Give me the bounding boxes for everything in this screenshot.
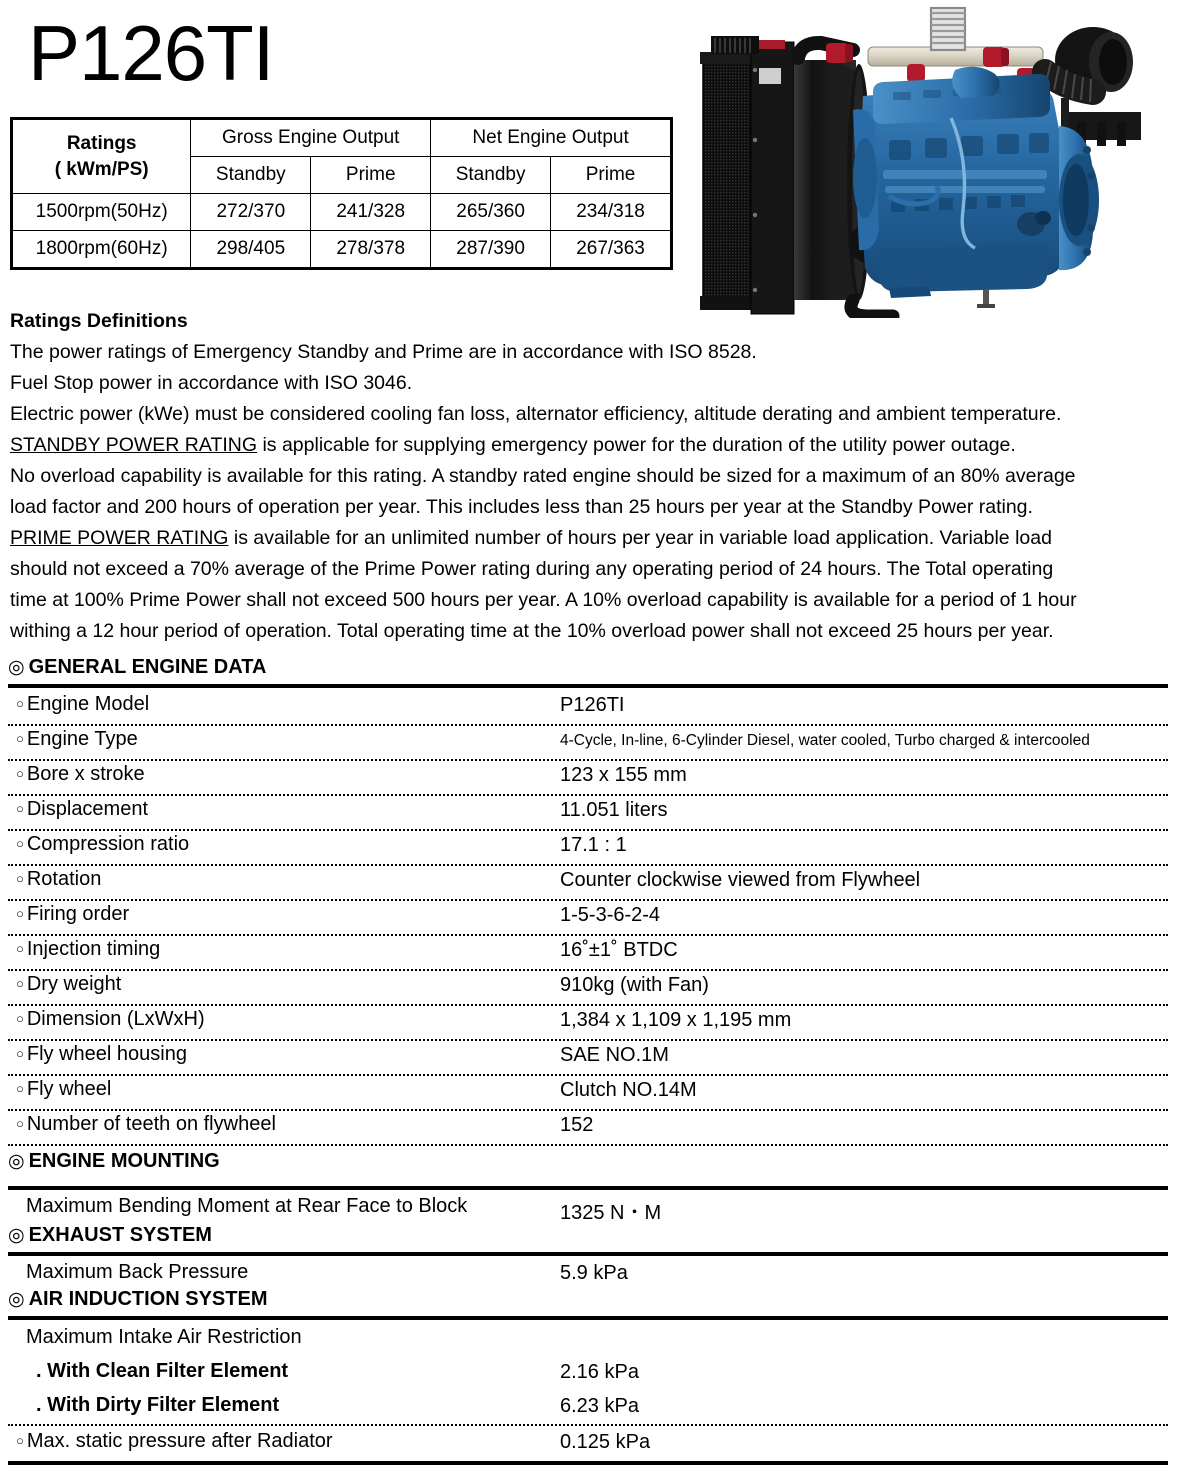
spec-value: P126TI	[560, 694, 625, 716]
spec-label	[16, 1043, 187, 1066]
spec-value: 5.9 kPa	[560, 1262, 628, 1284]
table-row	[12, 194, 672, 231]
prime-rating-line-1	[10, 523, 1140, 553]
section-rule-air-induction	[8, 1316, 1168, 1320]
spec-label	[16, 938, 160, 961]
spec-label-text: Injection timing	[26, 938, 161, 960]
spec-label	[16, 973, 121, 996]
ratings-header-line1: Ratings	[66, 132, 137, 154]
spec-row-dirty-filter	[8, 1390, 1173, 1425]
spec-row-flywheel	[8, 1074, 1173, 1109]
section-rule-general	[8, 684, 1168, 688]
spec-label	[16, 1113, 276, 1136]
circle-bullet-icon: ○	[16, 836, 24, 851]
ratings-def-line-3: Electric power (kWe) must be considered cooling fan loss, alternator efficiency, altitude derating and ambient temperature.	[10, 403, 1062, 425]
spec-label-text: Engine Type	[26, 728, 138, 750]
ratings-header-cell	[12, 119, 191, 194]
subheader-gross-prime: Prime	[311, 157, 431, 194]
spec-label: Maximum Bending Moment at Rear Face to Block	[26, 1195, 468, 1217]
spec-value: 1-5-3-6-2-4	[560, 904, 661, 926]
rating-cell-0-3: 234/318	[551, 194, 672, 231]
rating-cell-1-0: 298/405	[191, 231, 311, 269]
rating-cell-1-3: 267/363	[551, 231, 672, 269]
spec-label-text: Firing order	[26, 903, 130, 925]
spec-row-dry-weight	[8, 969, 1173, 1004]
rating-row-label-1: 1800rpm(60Hz)	[12, 231, 191, 269]
ratings-table	[10, 117, 673, 270]
circle-bullet-icon: ○	[16, 1116, 24, 1131]
subheader-net-prime: Prime	[551, 157, 672, 194]
spec-value: 910kg (with Fan)	[560, 974, 709, 996]
spec-label	[16, 1430, 333, 1453]
prime-rating-line-2: should not exceed a 70% average of the Prime Power rating during any operating period of 24 hours. The Total operating	[10, 558, 1054, 580]
circle-bullet-icon: ○	[16, 976, 24, 991]
circle-bullet-icon: ○	[16, 731, 24, 746]
section-header-general-engine-data	[8, 656, 266, 679]
spec-label	[16, 833, 189, 856]
spec-value: 6.23 kPa	[560, 1395, 639, 1417]
circle-bullet-icon: ○	[16, 1433, 24, 1448]
bottom-rule	[8, 1461, 1168, 1465]
spec-value: 11.051 liters	[560, 799, 668, 821]
spec-value: 2.16 kPa	[560, 1361, 639, 1383]
rating-row-label-0: 1500rpm(50Hz)	[12, 194, 191, 231]
spec-label	[16, 763, 145, 786]
spec-label	[16, 693, 149, 716]
spec-value: Clutch NO.14M	[560, 1079, 697, 1101]
spec-row-injection-timing	[8, 934, 1173, 969]
spec-label: Maximum Back Pressure	[26, 1261, 249, 1283]
circle-bullet-icon: ○	[16, 1081, 24, 1096]
table-header-row	[12, 119, 672, 157]
spec-value: Counter clockwise viewed from Flywheel	[560, 869, 921, 891]
spec-value: 0.125 kPa	[560, 1431, 651, 1453]
double-circle-icon: ◎	[8, 1225, 25, 1246]
circle-bullet-icon: ○	[16, 696, 24, 711]
rating-cell-0-2: 265/360	[431, 194, 551, 231]
prime-rating-line-3: time at 100% Prime Power shall not exceed 500 hours per year. A 10% overload capability is available for a period of 1 hour	[10, 589, 1077, 611]
double-circle-icon: ◎	[8, 657, 25, 678]
spec-label-text: Fly wheel	[26, 1078, 112, 1100]
spec-label: . With Dirty Filter Element	[36, 1394, 280, 1416]
spec-row-bending-moment	[8, 1191, 1173, 1226]
spec-row-dimension	[8, 1004, 1173, 1039]
spec-label-text: Max. static pressure after Radiator	[26, 1430, 333, 1452]
spec-divider	[8, 1144, 1168, 1146]
spec-label	[16, 903, 129, 926]
circle-bullet-icon: ○	[16, 871, 24, 886]
page-title: P126TI	[28, 9, 274, 97]
spec-label: . With Clean Filter Element	[36, 1360, 289, 1382]
prime-rating-line-4: withing a 12 hour period of operation. Total operating time at the 10% overload power shall not exceed 25 hours per year.	[10, 620, 1054, 642]
spec-label-text: Engine Model	[26, 693, 150, 715]
spec-value: 123 x 155 mm	[560, 764, 687, 786]
section-title-air-induction: AIR INDUCTION SYSTEM	[28, 1288, 268, 1310]
section-title-exhaust: EXHAUST SYSTEM	[28, 1224, 212, 1246]
prime-rating-term: PRIME POWER RATING	[10, 527, 229, 549]
spec-label-text: Dry weight	[26, 973, 122, 995]
section-header-engine-mounting	[8, 1150, 220, 1173]
prime-rating-text: is available for an unlimited number of hours per year in variable load application. Variable load	[228, 527, 1052, 549]
spec-row-intake-restriction	[8, 1322, 1173, 1357]
circle-bullet-icon: ○	[16, 906, 24, 921]
spec-label-text: Fly wheel housing	[26, 1043, 187, 1065]
spec-label-text: Dimension (LxWxH)	[26, 1008, 205, 1030]
spec-row-back-pressure	[8, 1257, 1173, 1292]
rating-cell-1-2: 287/390	[431, 231, 551, 269]
ratings-header-line2: ( kWm/PS)	[54, 158, 149, 180]
circle-bullet-icon: ○	[16, 766, 24, 781]
engine-illustration	[693, 0, 1180, 318]
circle-bullet-icon: ○	[16, 801, 24, 816]
subheader-net-standby: Standby	[431, 157, 551, 194]
table-row	[12, 231, 672, 269]
spec-label	[16, 868, 101, 891]
ratings-definitions-block	[10, 310, 1140, 647]
spec-value: 1325 N・M	[560, 1202, 662, 1224]
spec-value: 16˚±1˚ BTDC	[560, 939, 678, 961]
spec-label-text: Compression ratio	[26, 833, 190, 855]
group-header-gross: Gross Engine Output	[191, 119, 431, 157]
rating-cell-0-1: 241/328	[311, 194, 431, 231]
double-circle-icon: ◎	[8, 1289, 25, 1310]
spec-label	[16, 1008, 205, 1031]
spec-row-firing-order	[8, 899, 1173, 934]
spec-label: Maximum Intake Air Restriction	[26, 1326, 302, 1348]
spec-label-text: Displacement	[26, 798, 149, 820]
spec-value: 17.1 : 1	[560, 834, 627, 856]
circle-bullet-icon: ○	[16, 941, 24, 956]
standby-rating-line-2: No overload capability is available for this rating. A standby rated engine should be sized for a maximum of an 80% average	[10, 465, 1076, 487]
spec-label	[16, 728, 138, 751]
ratings-definitions-heading: Ratings Definitions	[10, 310, 188, 332]
standby-rating-line-1	[10, 430, 1140, 460]
standby-rating-line-3: load factor and 200 hours of operation per year. This includes less than 25 hours per year at the Standby Power rating.	[10, 496, 1033, 518]
spec-row-static-pressure-radiator	[8, 1426, 1173, 1461]
spec-row-rotation	[8, 864, 1173, 899]
rating-cell-1-1: 278/378	[311, 231, 431, 269]
spec-label-text: Rotation	[26, 868, 102, 890]
spec-value: 152	[560, 1114, 594, 1136]
subheader-gross-standby: Standby	[191, 157, 311, 194]
ratings-def-line-2: Fuel Stop power in accordance with ISO 3046.	[10, 372, 413, 394]
spec-row-compression-ratio	[8, 829, 1173, 864]
group-header-net: Net Engine Output	[431, 119, 672, 157]
spec-label-text: Number of teeth on flywheel	[26, 1113, 276, 1135]
ratings-def-line-1: The power ratings of Emergency Standby and Prime are in accordance with ISO 8528.	[10, 341, 757, 363]
spec-row-clean-filter	[8, 1356, 1173, 1391]
section-title-mounting: ENGINE MOUNTING	[28, 1150, 220, 1172]
spec-row-flywheel-teeth	[8, 1109, 1173, 1144]
circle-bullet-icon: ○	[16, 1011, 24, 1026]
spec-label-text: Bore x stroke	[26, 763, 145, 785]
rating-cell-0-0: 272/370	[191, 194, 311, 231]
spec-value: 4-Cycle, In-line, 6-Cylinder Diesel, water cooled, Turbo charged & intercooled	[560, 732, 1090, 749]
double-circle-icon: ◎	[8, 1151, 25, 1172]
spec-row-engine-model	[8, 689, 1173, 724]
spec-label	[16, 1078, 111, 1101]
section-title-general: GENERAL ENGINE DATA	[28, 656, 267, 678]
spec-label	[16, 798, 148, 821]
section-rule-exhaust	[8, 1252, 1168, 1256]
spec-row-displacement	[8, 794, 1173, 829]
spec-value: 1,384 x 1,109 x 1,195 mm	[560, 1009, 792, 1031]
section-header-air-induction-system	[8, 1288, 268, 1311]
spec-row-bore-stroke	[8, 759, 1173, 794]
circle-bullet-icon: ○	[16, 1046, 24, 1061]
section-rule-mounting	[8, 1186, 1168, 1190]
spec-row-flywheel-housing	[8, 1039, 1173, 1074]
standby-rating-term: STANDBY POWER RATING	[10, 434, 258, 456]
section-header-exhaust-system	[8, 1224, 212, 1247]
standby-rating-text: is applicable for supplying emergency power for the duration of the utility power outage.	[257, 434, 1016, 456]
spec-value: SAE NO.1M	[560, 1044, 669, 1066]
engine-product-photo	[693, 0, 1180, 318]
spec-row-engine-type	[8, 724, 1173, 759]
